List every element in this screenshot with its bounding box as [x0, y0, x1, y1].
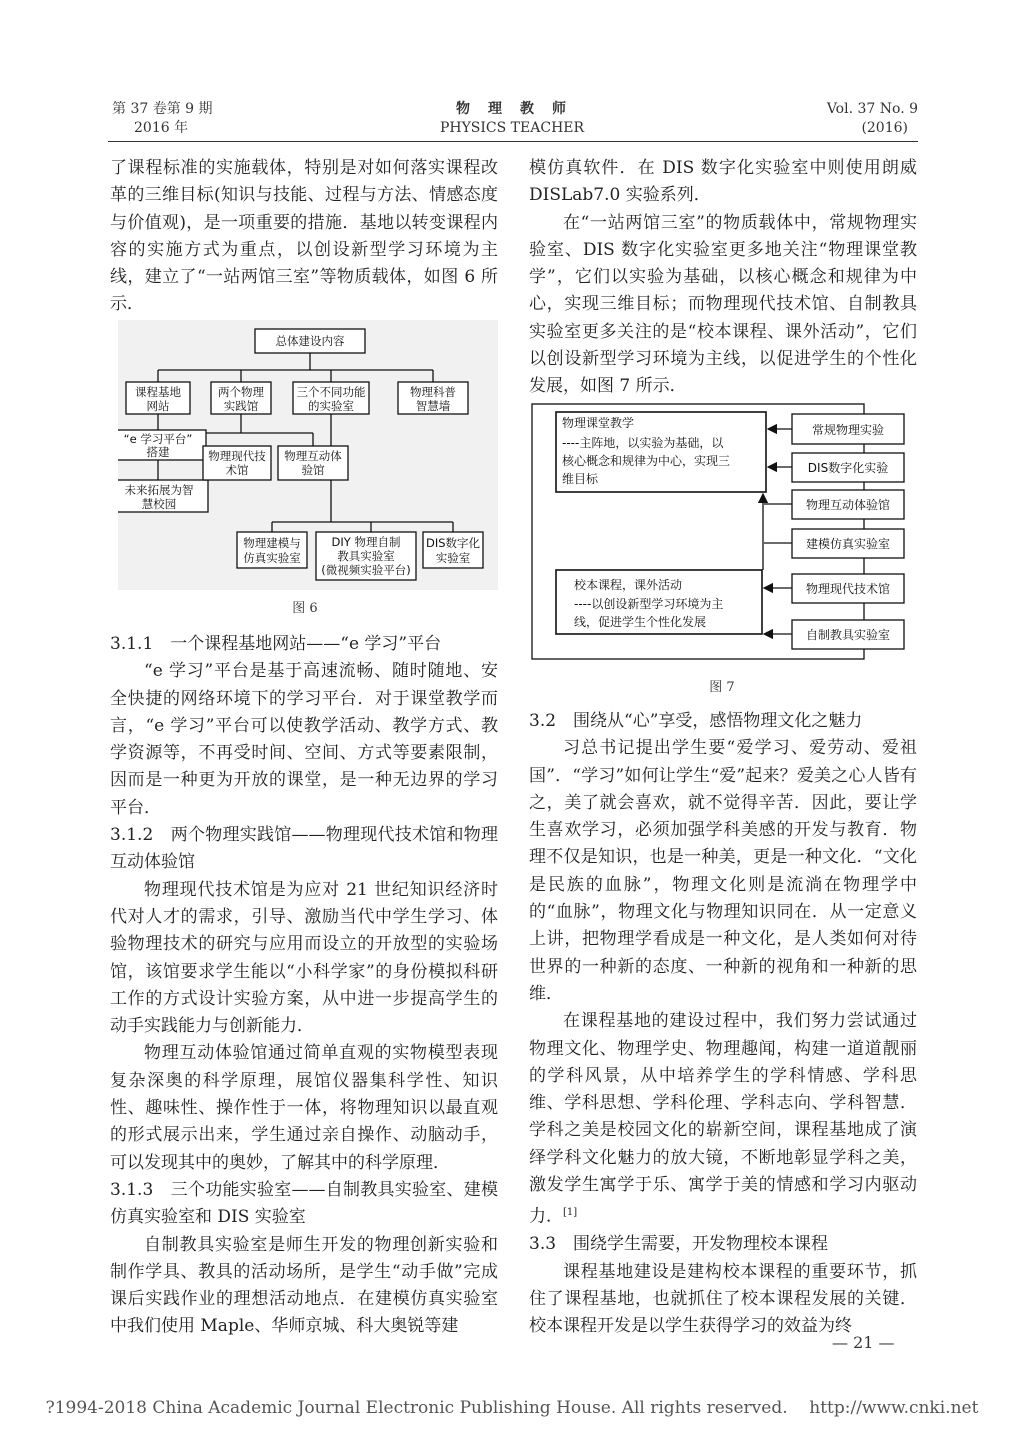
school-course-title: 校本课程，课外活动 — [574, 578, 683, 592]
journal-title — [380, 100, 644, 138]
paragraph-text: 在课程基地的建设过程中，我们努力尝试通过物理文化、物理学史、物理趣闻，构建一道道靓丽的学科风景，从中培养学生的学科情感、学科思维、学科思想、学科伦理、学科志向、学科智慧．学科之美是校园文化的崭新空间，课程基地成了演绎学科文化魅力的放大镜，不断地彰显学科之美，激发学生寓学于乐、寓学于美的情感和学习内驱动力． — [529, 1011, 917, 1227]
dis-l2: 实验室 — [435, 551, 471, 565]
model-l2: 仿真实验室 — [243, 551, 301, 565]
section-heading-3-1-1: 3.1.1 一个课程基地网站——“e 学习”平台 — [110, 634, 442, 654]
website-l2: 网站 — [146, 399, 170, 413]
journal-title-en: PHYSICS TEACHER — [439, 120, 585, 136]
regular-lab-label: 常规物理实验 — [811, 423, 885, 437]
halls-l1: 两个物理 — [218, 385, 264, 399]
halls-l2: 实践馆 — [223, 399, 259, 413]
year: 2016 年 — [134, 120, 189, 136]
interactive-hall-label: 物理互动体验馆 — [805, 498, 891, 512]
modern-tech-hall-label: 物理现代技术馆 — [805, 582, 891, 596]
paragraph: 在“一站两馆三室”的物质载体中，常规物理实验室、DIS 数字化实验室更多地关注“物理课堂教学”，它们以实验为基础，以核心概念和规律为中心，实现三维目标；而物理现代技术馆、自制教具实验室更多关注的是“校本课程、课外活动”，它们以创设新型学习环境为主线，以促进学生的个性化发展，如图 7 所示． — [529, 212, 917, 397]
modeling-label: 建模仿真实验室 — [805, 537, 891, 551]
paragraph: 了课程标准的实施载体，特别是对如何落实课程改革的三维目标(知识与技能、过程与方法、情感态度与价值观)，是一项重要的措施．基地以转变课程内容的实施方式为重点，以创设新型学习环境为主线，建立了“一站两馆三室”等物质载体，如图 6 所示． — [110, 158, 498, 315]
section-heading-3-3: 3.3 围绕学生需要，开发物理校本课程 — [529, 1234, 829, 1255]
header-rule — [108, 141, 918, 142]
left-column-top — [110, 155, 498, 319]
paragraph: 习总书记提出学生要“爱学习、爱劳动、爱祖国”．“学习”如何让学生“爱”起来？爱美之心人皆有之，美了就会喜欢，就不觉得辛苦．因此，要让学生喜欢学习，必须加强学科美感的开发与教育．物理不仅是知识，也是一种美，更是一种文化．“文化是民族的血脉”，物理文化则是流淌在物理学中的“血脉”，物理文化与物理知识同在．从一定意义上讲，把物理学看成是一种文化，是人类如何对待世界的一种新的态度、一种新的视角和一种新的思维． — [529, 738, 917, 1004]
e-l2: 搭建 — [146, 445, 170, 459]
vol-no: Vol. 37 No. 9 — [826, 101, 918, 117]
homemade-lab-label: 自制教具实验室 — [805, 628, 891, 642]
journal-title-cn: 物 理 教 师 — [456, 101, 568, 117]
campus-l2: 慧校园 — [141, 497, 177, 511]
figure-7-diagram — [528, 400, 918, 665]
section-heading-3-2: 3.2 围绕从“心”享受，感悟物理文化之魅力 — [529, 711, 863, 731]
diy-l1: DIY 物理自制 — [331, 535, 401, 549]
school-course-l2: 线，促进学生个性化发展 — [574, 615, 707, 629]
volume-issue: 第 37 卷第 9 期 — [112, 101, 213, 117]
copyright-footer: ?1994-2018 China Academic Journal Electronic Publishing House. All rights reserved. http://www.cnki.net — [45, 1398, 979, 1418]
paragraph: 物理现代技术馆是为应对 21 世纪知识经济时代对人才的需求，引导、激励当代中学生学习、体验物理技术的研究与应用而设立的开放型的实验场馆，该馆要求学生能以“小科学家”的身份模拟科研工作的方式设计实验方案，从中进一步提高学生的动手实践能力与创新能力． — [110, 879, 498, 1037]
tech-l1: 物理现代技 — [208, 449, 266, 463]
campus-l1: 未来拓展为智 — [124, 483, 194, 497]
figure-6-diagram — [118, 320, 498, 590]
labs-l1: 三个不同功能 — [296, 385, 366, 399]
section-heading-3-1-3: 3.1.3 三个功能实验室——自制教具实验室、建模仿真实验室和 DIS 实验室 — [110, 1179, 498, 1228]
inter-l2: 验馆 — [301, 463, 325, 477]
classroom-title: 物理课堂教学 — [562, 416, 635, 430]
e-l1: “e 学习平台” — [123, 432, 193, 446]
paragraph: 课程基地建设是建构校本课程的重要环节，抓住了课程基地，也就抓住了校本课程发展的关键．校本课程开发是以学生获得学习的效益为终 — [529, 1261, 917, 1337]
root-label: 总体建设内容 — [275, 334, 345, 348]
paragraph — [529, 1008, 917, 1231]
page-number: — 21 — — [832, 1333, 895, 1352]
diy-l3: (微视频实验平台) — [321, 563, 411, 577]
right-column-top — [529, 155, 917, 401]
wall-l2: 智慧墙 — [415, 399, 451, 413]
paragraph: 自制教具实验室是师生开发的物理创新实验和制作学具、教具的活动场所，是学生“动手做”完成课后实践作业的理想活动地点．在建模仿真实验室中我们使用 Maple、华师京城、科大奥锐等建 — [110, 1234, 498, 1337]
right-column-bottom — [529, 708, 917, 1340]
section-heading-3-1-2: 3.1.2 两个物理实践馆——物理现代技术馆和物理互动体验馆 — [110, 825, 498, 873]
vol-year: (2016) — [861, 120, 908, 136]
classroom-l1: ----主阵地，以实验为基础，以 — [562, 436, 724, 450]
website-l1: 课程基地 — [135, 385, 181, 399]
tech-l2: 术馆 — [225, 463, 249, 477]
paragraph: “e 学习”平台是基于高速流畅、随时随地、安全快捷的网络环境下的学习平台．对于课堂教学而言，“e 学习”平台可以使教学活动、教学方式、教学资源等，不再受时间、空间、方式等要素限制，因而是一种更为开放的课堂，是一种无边界的学习平台． — [110, 661, 498, 818]
dis-l1: DIS数字化 — [425, 536, 481, 550]
labs-l2: 的实验室 — [308, 399, 354, 413]
classroom-l3: 维目标 — [562, 472, 599, 486]
journal-volume — [112, 100, 213, 138]
paragraph: 模仿真软件．在 DIS 数字化实验室中则使用朗威 DISLab7.0 实验系列． — [529, 158, 917, 206]
dis-label: DIS数字化实验 — [807, 461, 889, 475]
classroom-l2: 核心概念和规律为中心，实现三 — [562, 454, 731, 468]
diy-l2: 教具实验室 — [337, 549, 395, 563]
inter-l1: 物理互动体 — [284, 449, 342, 463]
wall-l1: 物理科普 — [410, 385, 456, 399]
model-l1: 物理建模与 — [243, 536, 301, 550]
left-column-bottom — [110, 631, 498, 1341]
journal-volume-en — [824, 100, 918, 138]
citation-ref: [1] — [563, 1207, 578, 1219]
figure-7-caption: 图 7 — [709, 680, 735, 695]
figure-6-caption: 图 6 — [292, 601, 318, 616]
paragraph: 物理互动体验馆通过简单直观的实物模型表现复杂深奥的科学原理，展馆仪器集科学性、知识性、趣味性、操作性于一体，将物理知识以最直观的形式展示出来，学生通过亲自操作、动脑动手，可以发现其中的奥妙，了解其中的科学原理． — [110, 1043, 498, 1173]
school-course-l1: ----以创设新型学习环境为主 — [574, 597, 724, 611]
